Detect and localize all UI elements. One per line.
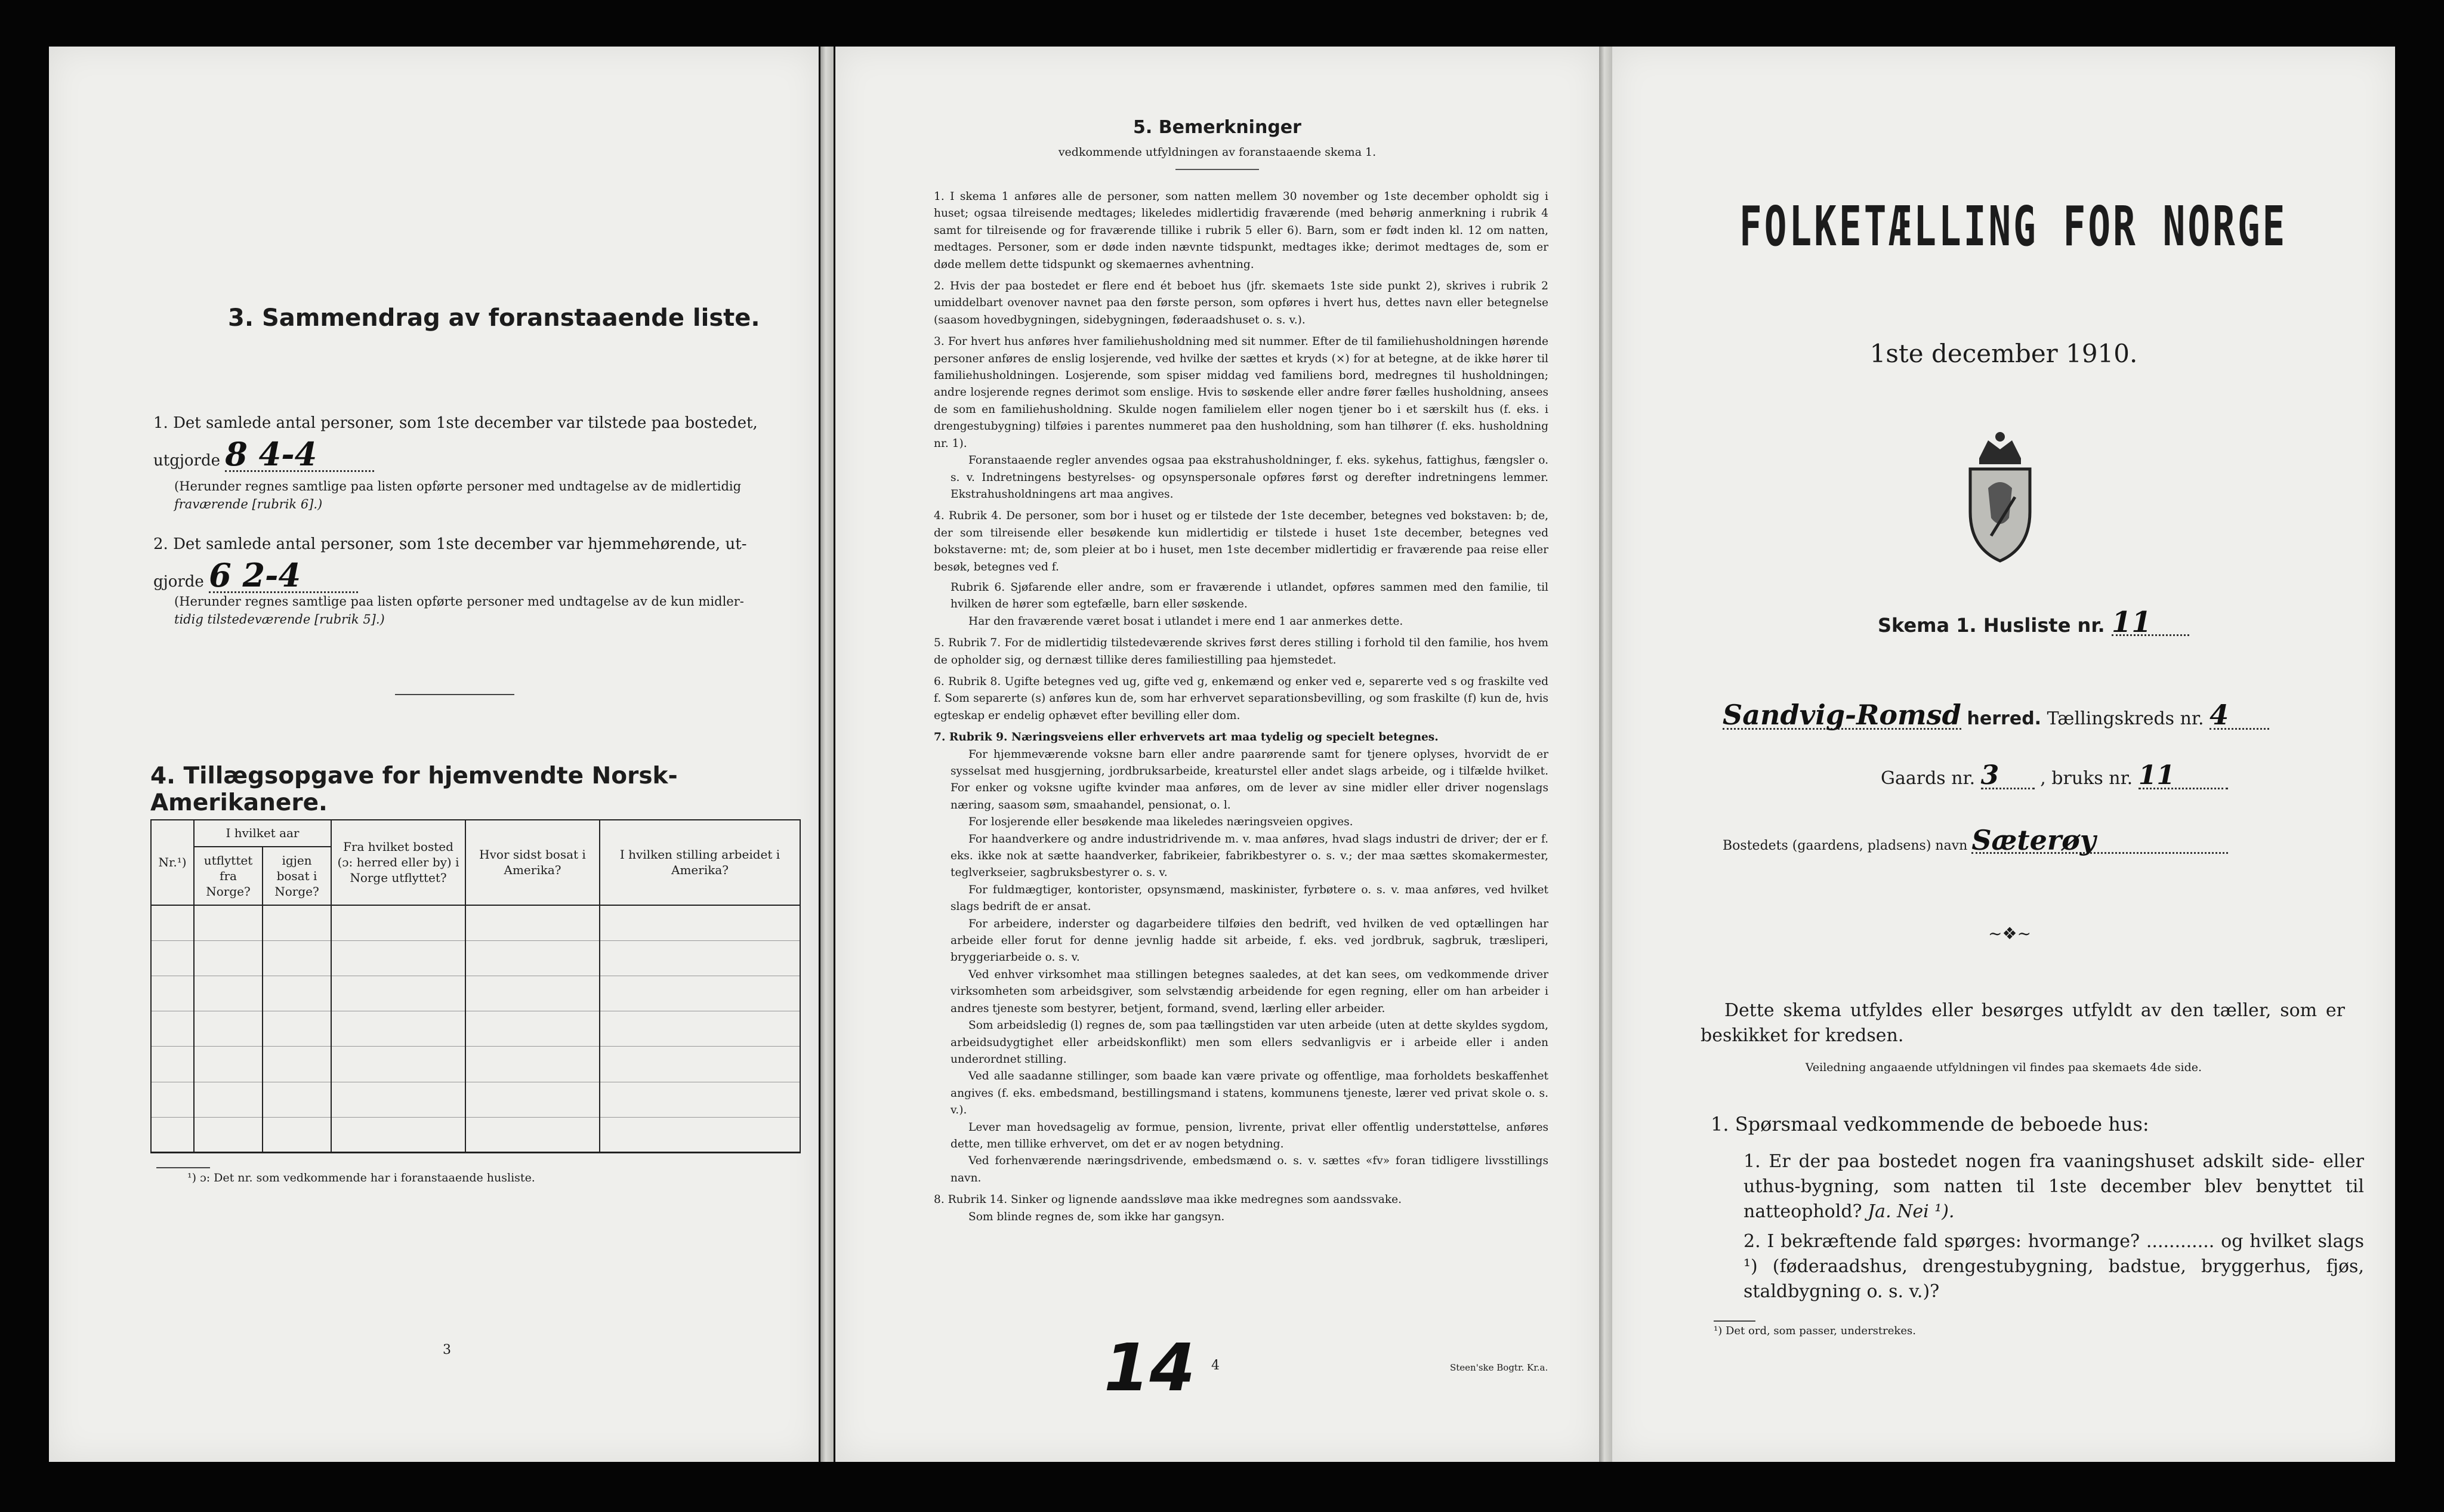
footnote: ¹) Det ord, som passer, understrekes. <box>1714 1325 1916 1337</box>
kreds-label: Tællingskreds nr. <box>2047 708 2204 729</box>
item-2-note <box>174 593 807 628</box>
bosted-line <box>1723 824 2228 856</box>
item-2-note-line-2: tidig tilstedeværende [rubrik 5].) <box>174 612 385 627</box>
remark-paragraph: Som blinde regnes de, som ikke har gangsyn. <box>968 1210 1225 1223</box>
remark-paragraph: 1. I skema 1 anføres alle de personer, som natten mellem 30 november og 1ste december opholdt sig i huset; ogsaa tilreisende medtages; likeledes midlertidig fraværende (med behørig anmerkning i rubrik 4 samt for tilreisende og for fraværende tillike i rubrik 5 eller 6). Barn, som er født inden kl. 12 om natten, medtages. Personer, som er døde inden nævnte tidspunkt, medtages ikke; derimot medtages de, som er døde mellem dette tidspunkt og skemaernes avhentning. <box>934 190 1548 271</box>
summary-item-1 <box>153 412 798 472</box>
col-returned: igjen bosat i Norge? <box>263 847 331 905</box>
remark-paragraph: 6. Rubrik 8. Ugifte betegnes ved ug, gifte ved g, enkemænd og enker ved e, separerte ved s og fraskilte ved f. Som separerte (s) anføres kun de, som har erhvervet separationsbevilling, og som fraskilte (f) kun de, hvis egteskap er endelig ophævet efter bevilling eller dom. <box>934 675 1548 722</box>
remark-paragraph: 3. For hvert hus anføres hver familiehusholdning med sit nummer. Efter de til familiehusholdningen hørende personer anføres de enslig losjerende, ved hvilke der sættes et kryds (×) for at betegne, at de ikke hører til familiehusholdningen. Losjerende, som spiser middag ved familiens bord, medregnes til husholdningen; andre losjerende regnes derimot som enslige. Hvis to søskende eller andre fører fælles husholdning, ansees de som en familiehusholdning. Skulde nogen familielem eller nogen tjener bo i et særskilt hus (f. eks. i drengestubygning) tilføies i parentes nummeret paa den husholdning, som han tilhører (f. eks. husholdning nr. 1). <box>934 335 1548 450</box>
col-group-year: I hvilket aar <box>194 820 331 847</box>
kreds-number: 4 <box>2210 702 2269 730</box>
question-heading: 1. Spørsmaal vedkommende de beboede hus: <box>1711 1113 2149 1135</box>
remark-paragraph: 8. Rubrik 14. Sinker og lignende aandssløve maa ikke medregnes som aandssvake. <box>934 1193 1402 1206</box>
item-1-text: 1. Det samlede antal personer, som 1ste december var tilstede paa bostedet, <box>153 414 758 432</box>
col-occupation: I hvilken stilling arbeidet i Amerika? <box>600 820 800 905</box>
col-from-place: Fra hvilket bosted (ɔ: herred eller by) i Norge utflyttet? <box>331 820 465 905</box>
instruction-text: Dette skema utfyldes eller besørges utfyldt av den tæller, som er beskikket for kredsen. <box>1701 1000 2345 1046</box>
divider <box>1175 169 1259 170</box>
footnote: ¹) ɔ: Det nr. som vedkommende har i foranstaaende husliste. <box>187 1171 535 1184</box>
instruction-note: Veiledning angaaende utfyldningen vil findes paa skemaets 4de side. <box>1805 1061 2202 1074</box>
item-1-handwritten-count: 8 4-4 <box>225 438 374 472</box>
col-nr: Nr.¹) <box>151 820 194 905</box>
remark-paragraph: Ved enhver virksomhet maa stillingen betegnes saaledes, at det kan sees, om vedkommende driver virksomheten som arbeidsgiver, som selvstændig arbeidende for egen regning, eller om han arbeider i andres tjeneste som bestyrer, betjent, formand, svend, lærling eller arbeider. <box>951 968 1548 1015</box>
house-list-number: 11 <box>2112 610 2189 636</box>
table-row <box>151 976 800 1011</box>
remark-paragraph: Som arbeidsledig (l) regnes de, som paa tællingstiden var uten arbeide (uten at dette skyldes sygdom, arbeidsudygtighet eller arbeidskonflikt) men som ellers sedvanligvis er i arbeide eller i anden underordnet stilling. <box>951 1019 1548 1066</box>
remark-paragraph: For haandverkere og andre industridrivende m. v. maa anføres, hvad slags industri de driver; der er f. eks. ikke nok at sætte haandverker, fabrikeier, fabrikbestyrer o. s. v.; der maa sættes skomakermester, teglverkseier, sagbruksbestyrer o. s. v. <box>951 832 1548 880</box>
remark-paragraph: For hjemmeværende voksne barn eller andre paarørende samt for tjenere oplyses, hvorvidt de er sysselsat med husgjerning, jordbruksarbeide, kreaturstel eller andet slags arbeide, og i tilfælde hvilket. For enker og voksne ugifte kvinder maa anføres, om de lever av sine midler eller driver nogenslags næring, saasom søm, smaahandel, pensionat, o. l. <box>951 748 1548 811</box>
remark-paragraph: For losjerende eller besøkende maa likeledes næringsveien opgives. <box>968 816 1353 829</box>
section-3-title: 3. Sammendrag av foranstaaende liste. <box>228 304 760 332</box>
remarks-subtitle: vedkommende utfyldningen av foranstaaende skema 1. <box>1058 146 1377 159</box>
item-2-text: 2. Det samlede antal personer, som 1ste december var hjemmehørende, ut- <box>153 535 747 553</box>
remark-paragraph: Rubrik 6. Sjøfarende eller andre, som er fraværende i utlandet, opføres sammen med den familie, til hvilken de hører som egtefælle, barn eller søskende. <box>951 581 1548 611</box>
remarks-list <box>934 189 1548 1226</box>
footnote-rule <box>1714 1320 1755 1322</box>
col-emigrated: utflyttet fra Norge? <box>194 847 263 905</box>
remark-paragraph: 4. Rubrik 4. De personer, som bor i huset og er tilstede der 1ste december, betegnes ved bokstaven: b; de, der som tilreisende eller besøkende kun midlertidig er tilstede i huset 1ste december, betegnes ved bokstaverne: mt; de, som pleier at bo i huset, men 1ste december midlertidig er fraværende paa reise eller besøk, betegnes ved f. <box>934 510 1548 573</box>
table-row <box>151 1011 800 1047</box>
table-row <box>151 905 800 940</box>
question-2: 2. I bekræftende fald spørges: hvormange? ............ og hvilket slags ¹) (føderaadshus, drengestubygning, badstue, bryggerhus, fjøs, staldbygning o. s. v.)? <box>1743 1231 2364 1302</box>
bosted-label: Bostedets (gaardens, pladsens) navn <box>1723 838 1968 853</box>
table-row <box>151 1047 800 1082</box>
summary-item-2 <box>153 533 798 593</box>
gaards-label: Gaards nr. <box>1881 768 1976 789</box>
page-number: 3 <box>443 1343 451 1357</box>
question-1 <box>1743 1149 2364 1224</box>
remark-paragraph: Lever man hovedsagelig av formue, pension, livrente, privat eller offentlig understøttelse, anføres dette, men tillike erhvervet, om det er av nogen betydning. <box>951 1121 1548 1150</box>
herred-name: Sandvig-Romsd <box>1723 699 1961 731</box>
ornament-icon: ~❖~ <box>1988 924 2032 943</box>
page-1-cover <box>1612 47 2395 1462</box>
handwritten-number: 14 <box>1104 1329 1196 1406</box>
page-4-remarks <box>835 47 1599 1462</box>
item-1-note <box>174 477 807 513</box>
item-1-note-line-2: fraværende [rubrik 6].) <box>174 497 323 511</box>
census-date: 1ste december 1910. <box>1869 339 2138 368</box>
table-row <box>151 1082 800 1117</box>
remark-paragraph: Har den fraværende været bosat i utlandet i mere end 1 aar anmerkes dette. <box>968 615 1403 628</box>
gaards-line <box>1881 760 2228 791</box>
schema-prefix: Skema 1. Husliste nr. <box>1878 614 2105 637</box>
table-row <box>151 1117 800 1152</box>
remarks-title: 5. Bemerkninger <box>1133 117 1301 138</box>
remark-paragraph: Ved forhenværende næringsdrivende, embedsmænd o. s. v. sættes «fv» foran tidligere livsstillings navn. <box>951 1155 1548 1184</box>
bruks-label: , bruks nr. <box>2040 768 2133 789</box>
page-3-summary <box>49 47 819 1462</box>
schema-label <box>1878 606 2189 639</box>
page-fold <box>1599 47 1612 1462</box>
remark-paragraph: 2. Hvis der paa bostedet er flere end ét beboet hus (jfr. skemaets 1ste side punkt 2), skrives i rubrik 2 umiddelbart ovenover navnet paa den første person, som opføres i hvert hus, dettes navn eller betegnelse (saasom hovedbygningen, sidebygningen, føderaadshuset o. s. v.). <box>934 280 1548 326</box>
herred-label: herred. <box>1967 708 2042 729</box>
item-1-note-line-1: (Herunder regnes samtlige paa listen opførte personer med undtagelse av de midlertidig <box>174 479 742 493</box>
question-1-answer: Ja. Nei ¹). <box>1868 1201 1955 1222</box>
question-1-text: 1. Er der paa bostedet nogen fra vaaningshuset adskilt side- eller uthus-bygning, som natten til 1ste december blev benyttet til natteophold? <box>1743 1151 2364 1222</box>
remark-paragraph: Ved alle saadanne stillinger, som baade kan være private og offentlige, maa forholdets beskaffenhet angives (f. eks. embedsmand, bestillingsmand i statens, kommunens tjeneste, lærer ved privat skole o. s. v.). <box>951 1070 1548 1117</box>
remark-paragraph: For arbeidere, inderster og dagarbeidere tilføies den bedrift, ved hvilken de ved optællingen har arbeide eller forut for denne jevnlig hadde sit arbeide, f. eks. ved jordbruk, sagbruk, træsliperi, bryggeriarbeide o. s. v. <box>951 917 1548 964</box>
table-row <box>151 940 800 976</box>
norway-coat-of-arms-icon <box>1955 428 2045 568</box>
norsk-amerikanere-table <box>150 819 801 1153</box>
bosted-name: Sæterøy <box>1971 828 2228 854</box>
item-1-prefix: utgjorde <box>153 452 221 470</box>
col-last-america: Hvor sidst bosat i Amerika? <box>465 820 600 905</box>
bruks-number: 11 <box>2138 764 2228 789</box>
item-2-prefix: gjorde <box>153 573 204 591</box>
item-2-handwritten-count: 6 2-4 <box>209 559 358 593</box>
divider <box>395 694 514 695</box>
section-4-title: 4. Tillægsopgave for hjemvendte Norsk-Amerikanere. <box>150 763 678 816</box>
printer-imprint: Steen'ske Bogtr. Kr.a. <box>1450 1362 1548 1373</box>
item-2-note-line-1: (Herunder regnes samtlige paa listen opførte personer med undtagelse av de kun midler- <box>174 594 744 609</box>
remark-paragraph: Foranstaaende regler anvendes ogsaa paa ekstrahusholdninger, f. eks. sykehus, fattighus, fængsler o. s. v. Indretningens bestyrelses- og opsynspersonale opføres først og derefter indretningens lemmer. Ekstrahusholdningens art maa angives. <box>951 454 1548 501</box>
gaards-number: 3 <box>1981 764 2035 789</box>
remark-paragraph: For fuldmægtiger, kontorister, opsynsmænd, maskinister, fyrbøtere o. s. v. maa anføres, ved hvilket slags bedrift de er ansat. <box>951 883 1548 914</box>
herred-line <box>1723 699 2349 732</box>
footnote-rule <box>156 1167 210 1168</box>
remark-paragraph: 5. Rubrik 7. For de midlertidig tilstedeværende skrives først deres stilling i forhold til den familie, hos hvem de opholder sig, og dernæst tillike deres familiestilling paa hjemstedet. <box>934 637 1548 666</box>
page-fold <box>820 47 834 1462</box>
page-number: 4 <box>1211 1358 1220 1373</box>
remark-paragraph: 7. Rubrik 9. Næringsveiens eller erhvervets art maa tydelig og specielt betegnes. <box>934 731 1439 744</box>
census-title: FOLKETÆLLING FOR NORGE <box>1739 195 2288 258</box>
